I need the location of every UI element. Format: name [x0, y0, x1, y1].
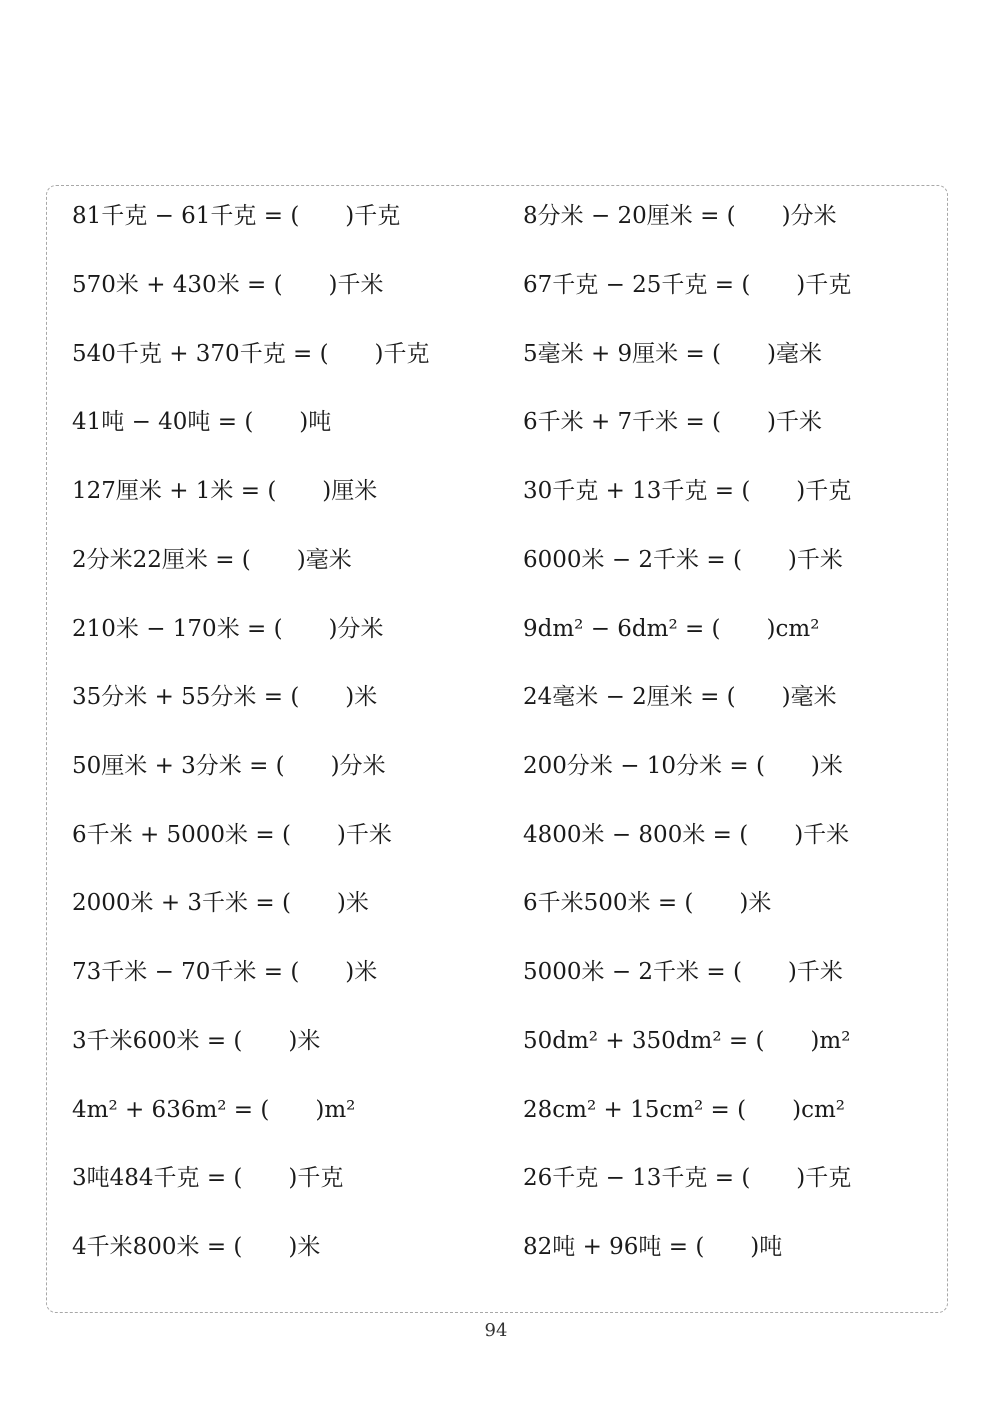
- problem-item: 81千克 − 61千克 = ( )千克: [72, 203, 401, 229]
- problem-item: 6000米 − 2千米 = ( )千米: [523, 547, 843, 573]
- problem-item: 24毫米 − 2厘米 = ( )毫米: [523, 684, 837, 710]
- problem-item: 2000米 + 3千米 = ( )米: [72, 890, 369, 916]
- problem-item: 30千克 + 13千克 = ( )千克: [523, 478, 852, 504]
- problem-item: 28cm² + 15cm² = ( )cm²: [523, 1097, 845, 1123]
- problem-item: 6千米 + 5000米 = ( )千米: [72, 822, 392, 848]
- problem-item: 570米 + 430米 = ( )千米: [72, 272, 384, 298]
- problem-item: 82吨 + 96吨 = ( )吨: [523, 1234, 783, 1260]
- problem-item: 5000米 − 2千米 = ( )千米: [523, 959, 843, 985]
- problem-item: 200分米 − 10分米 = ( )米: [523, 753, 843, 779]
- problem-item: 9dm² − 6dm² = ( )cm²: [523, 616, 820, 642]
- problem-item: 50厘米 + 3分米 = ( )分米: [72, 753, 386, 779]
- problem-item: 73千米 − 70千米 = ( )米: [72, 959, 378, 985]
- problem-item: 26千克 − 13千克 = ( )千克: [523, 1165, 852, 1191]
- problem-item: 4800米 − 800米 = ( )千米: [523, 822, 850, 848]
- page-number: 94: [484, 1320, 508, 1341]
- problem-item: 4m² + 636m² = ( )m²: [72, 1097, 356, 1123]
- problem-item: 3吨484千克 = ( )千克: [72, 1165, 344, 1191]
- problem-item: 50dm² + 350dm² = ( )m²: [523, 1028, 851, 1054]
- problem-item: 67千克 − 25千克 = ( )千克: [523, 272, 852, 298]
- problem-item: 2分米22厘米 = ( )毫米: [72, 547, 352, 573]
- problem-item: 540千克 + 370千克 = ( )千克: [72, 341, 430, 367]
- problem-item: 35分米 + 55分米 = ( )米: [72, 684, 378, 710]
- problem-item: 3千米600米 = ( )米: [72, 1028, 321, 1054]
- problem-item: 127厘米 + 1米 = ( )厘米: [72, 478, 378, 504]
- worksheet-box: [46, 185, 948, 1313]
- problem-item: 5毫米 + 9厘米 = ( )毫米: [523, 341, 822, 367]
- problem-item: 4千米800米 = ( )米: [72, 1234, 321, 1260]
- problem-item: 210米 − 170米 = ( )分米: [72, 616, 384, 642]
- problem-item: 6千米 + 7千米 = ( )千米: [523, 409, 822, 435]
- problem-item: 6千米500米 = ( )米: [523, 890, 772, 916]
- problem-item: 8分米 − 20厘米 = ( )分米: [523, 203, 837, 229]
- problem-item: 41吨 − 40吨 = ( )吨: [72, 409, 332, 435]
